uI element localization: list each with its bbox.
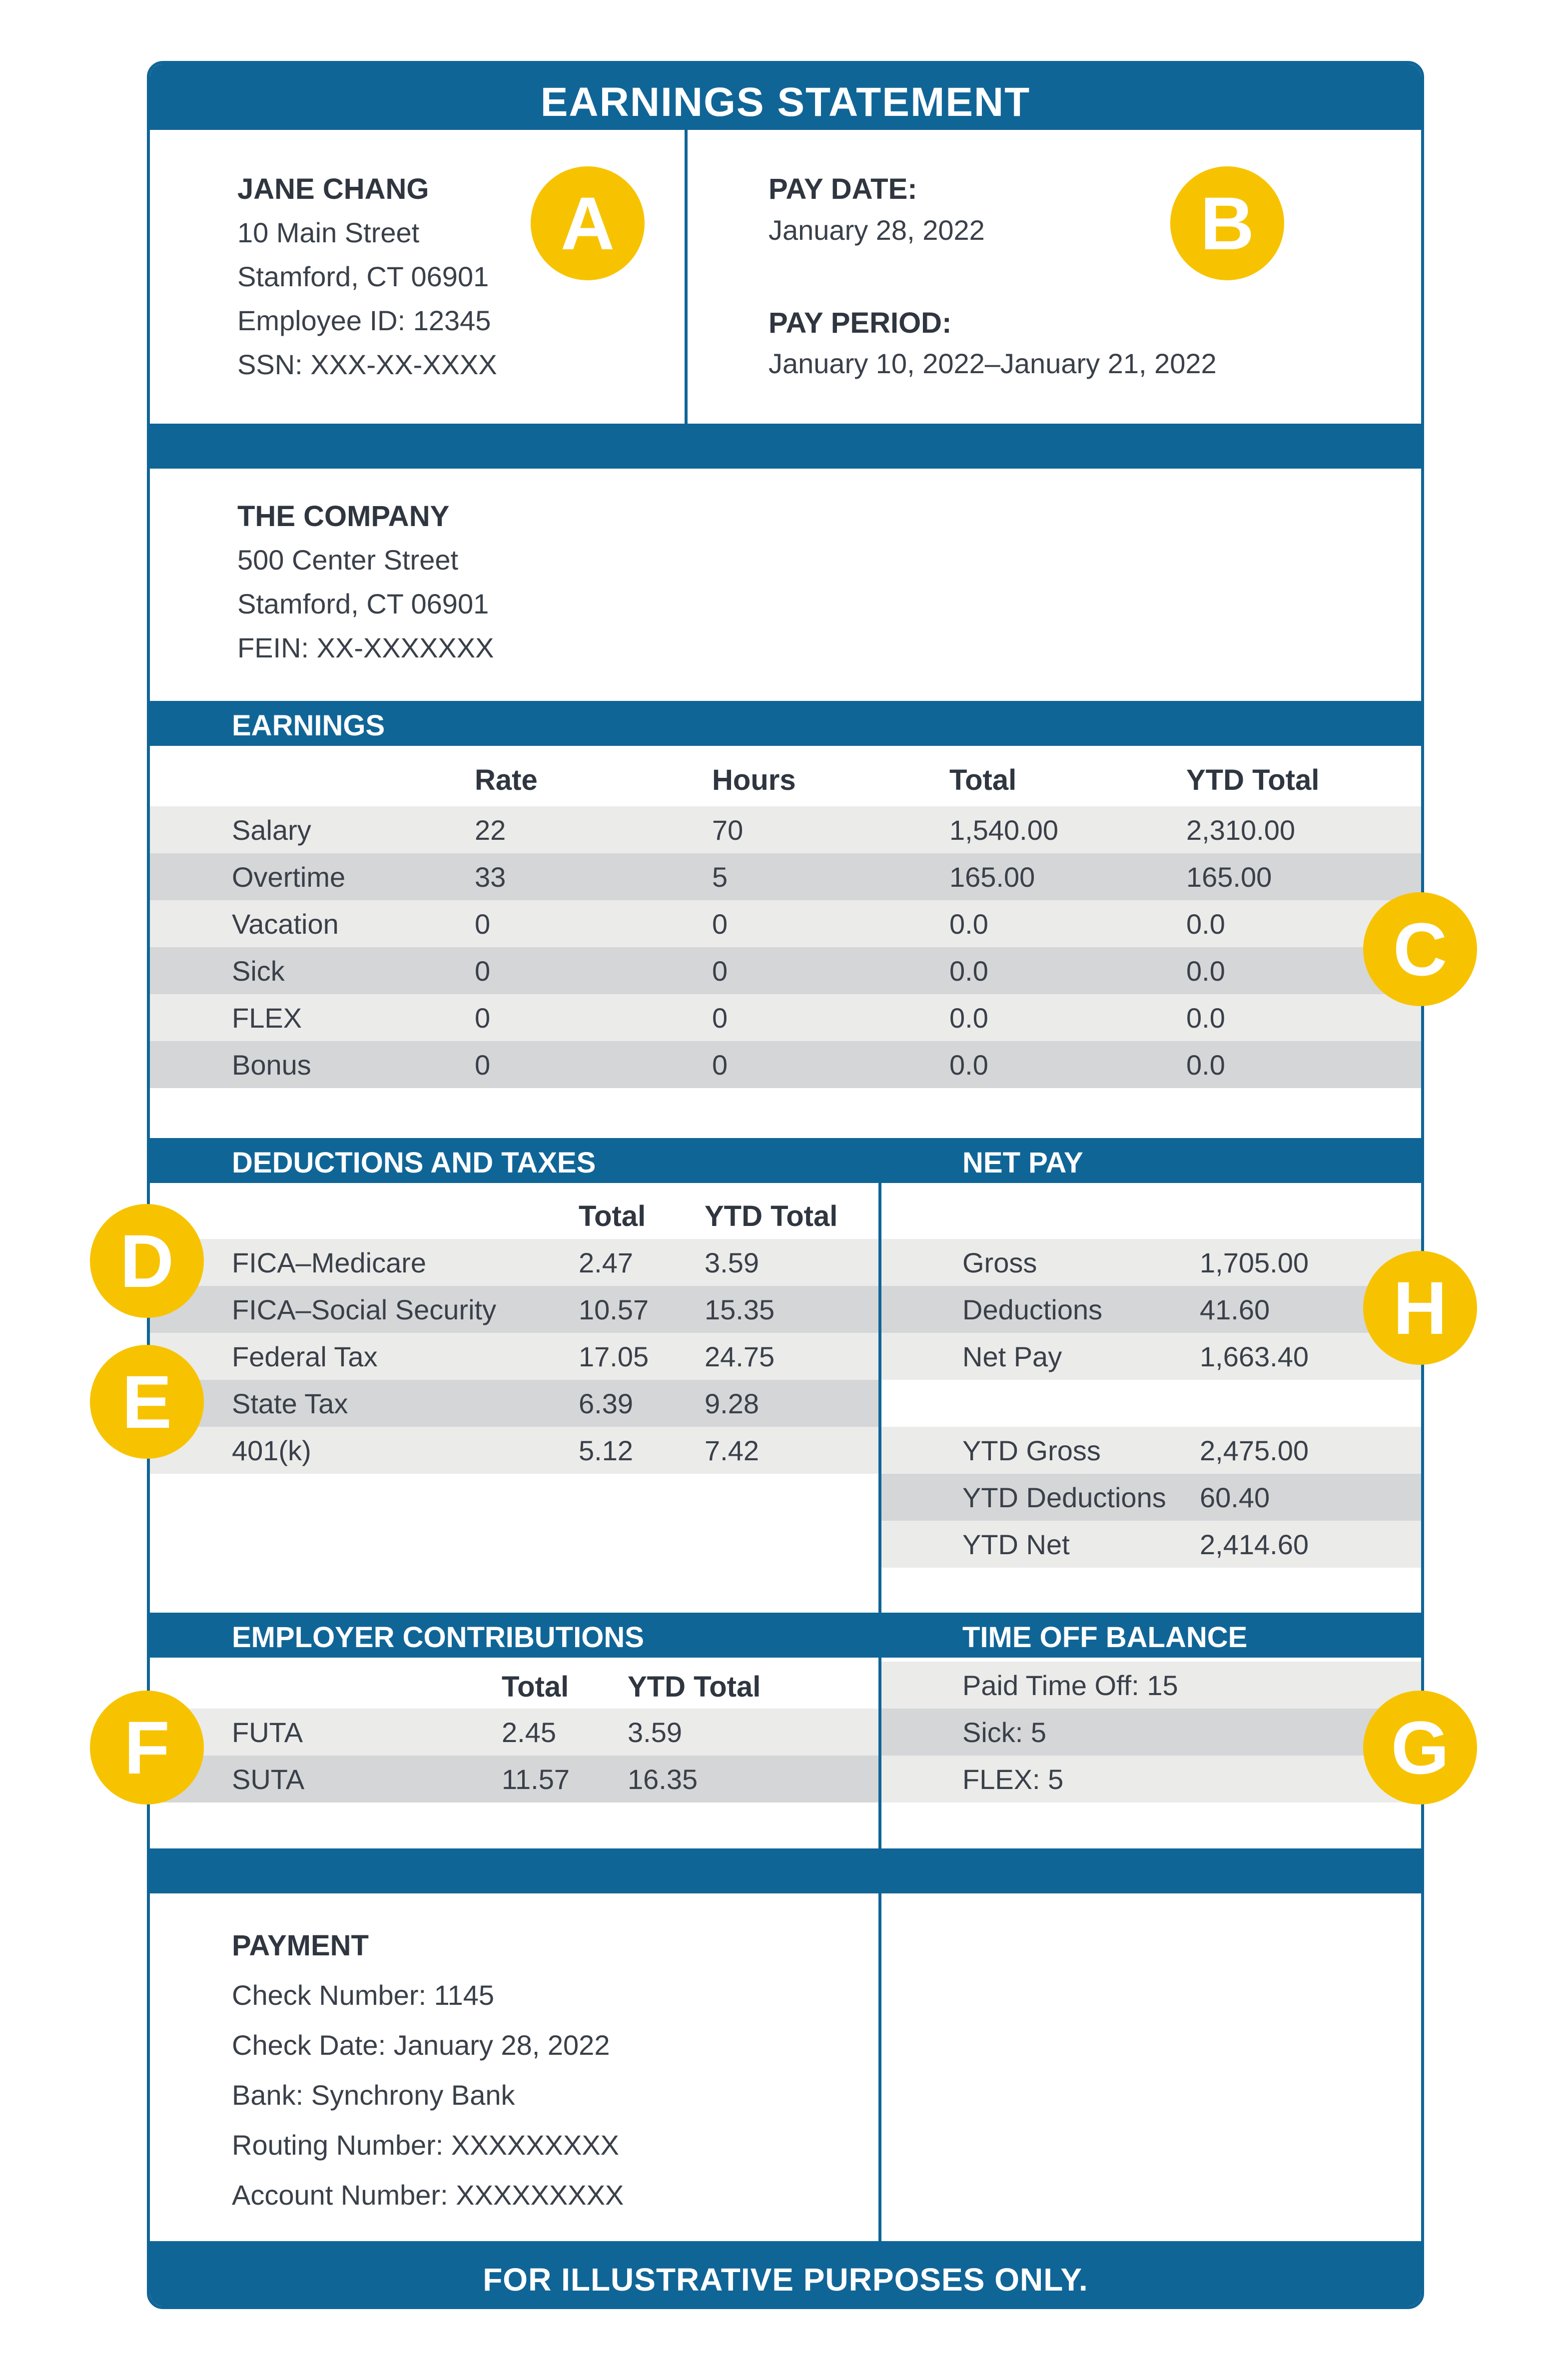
employer-ytd: 3.59: [628, 1717, 682, 1748]
deductions-title: DEDUCTIONS AND TAXES: [232, 1147, 596, 1179]
table-row: [881, 1709, 1421, 1756]
netpay-value: 60.40: [1200, 1482, 1270, 1513]
earnings-col-header: Rate: [475, 764, 538, 796]
deduction-ytd: 24.75: [705, 1341, 775, 1372]
table-row: [150, 1333, 878, 1380]
table-row: [881, 1427, 1421, 1474]
table-row: [150, 1427, 878, 1474]
earnings-ytd: 0.0: [1186, 955, 1225, 987]
deduction-ytd: 15.35: [705, 1294, 775, 1325]
netpay-label: YTD Gross: [962, 1435, 1101, 1466]
earnings-ytd: 0.0: [1186, 1049, 1225, 1081]
deduction-ytd: 9.28: [705, 1388, 759, 1419]
employee-id: Employee ID: 12345: [237, 305, 491, 336]
employee-city: Stamford, CT 06901: [237, 261, 489, 292]
earnings-rate: 0: [475, 908, 491, 940]
employer-title: EMPLOYER CONTRIBUTIONS: [232, 1621, 644, 1654]
callout-badge-h: H: [1363, 1251, 1477, 1365]
earnings-hours: 0: [712, 955, 728, 987]
callout-badge-f: F: [90, 1691, 204, 1804]
deduction-total: 17.05: [579, 1341, 649, 1372]
employer-label: SUTA: [232, 1764, 305, 1795]
bank-name: Bank: Synchrony Bank: [232, 2079, 515, 2111]
statement-title: EARNINGS STATEMENT: [540, 79, 1031, 125]
pay-date-value: January 28, 2022: [769, 214, 985, 246]
deduction-ytd: 3.59: [705, 1247, 759, 1278]
time-off-item: Sick: 5: [962, 1717, 1047, 1748]
employer-col-header: YTD Total: [628, 1671, 761, 1703]
earnings-total: 0.0: [949, 1049, 988, 1081]
routing-number: Routing Number: XXXXXXXXX: [232, 2129, 620, 2161]
earnings-col-header: Hours: [712, 764, 796, 796]
company-street: 500 Center Street: [237, 544, 459, 576]
footer-band: [150, 2241, 1421, 2309]
earnings-hours: 0: [712, 1049, 728, 1081]
earnings-label: Sick: [232, 955, 285, 987]
earnings-statement-card: [147, 61, 1424, 2309]
check-number: Check Number: 1145: [232, 1979, 494, 2011]
callout-badge-b: B: [1170, 166, 1284, 280]
deductions-netpay-band: [150, 1138, 1421, 1183]
net-pay-title: NET PAY: [962, 1147, 1083, 1179]
deduction-total: 6.39: [579, 1388, 633, 1419]
employer-ytd: 16.35: [628, 1764, 698, 1795]
deduction-label: Federal Tax: [232, 1341, 378, 1372]
earnings-total: 0.0: [949, 908, 988, 940]
table-row: [150, 1709, 878, 1756]
employer-total: 2.45: [502, 1717, 556, 1748]
table-row: [150, 900, 1421, 947]
table-row: [881, 1662, 1421, 1709]
time-off-item: FLEX: 5: [962, 1764, 1064, 1795]
netpay-value: 1,705.00: [1200, 1247, 1309, 1278]
table-row: [150, 1756, 878, 1802]
earnings-rate: 0: [475, 1002, 491, 1034]
table-row: [150, 806, 1421, 853]
company-fein: FEIN: XX-XXXXXXX: [237, 632, 494, 663]
netpay-label: YTD Deductions: [962, 1482, 1166, 1513]
employee-name: JANE CHANG: [237, 173, 429, 205]
header-band: [150, 64, 1421, 130]
earnings-label: Overtime: [232, 861, 346, 893]
earnings-ytd: 165.00: [1186, 861, 1272, 893]
deduction-total: 2.47: [579, 1247, 633, 1278]
earnings-total: 165.00: [949, 861, 1035, 893]
netpay-value: 1,663.40: [1200, 1341, 1309, 1372]
earnings-ytd: 0.0: [1186, 1002, 1225, 1034]
deductions-col-header: Total: [579, 1200, 646, 1232]
earnings-label: Bonus: [232, 1049, 311, 1081]
employee-street: 10 Main Street: [237, 217, 420, 248]
table-row: [150, 1380, 878, 1427]
pay-period-value: January 10, 2022–January 21, 2022: [769, 348, 1217, 379]
table-row: [881, 1756, 1421, 1802]
deduction-label: 401(k): [232, 1435, 311, 1466]
earnings-ytd: 2,310.00: [1186, 814, 1295, 846]
callout-badge-c: C: [1363, 892, 1477, 1006]
earnings-label: Salary: [232, 814, 311, 846]
table-row: [150, 947, 1421, 994]
callout-badge-a: A: [531, 166, 645, 280]
company-city: Stamford, CT 06901: [237, 588, 489, 619]
earnings-rate: 22: [475, 814, 506, 846]
employer-total: 11.57: [502, 1764, 570, 1795]
section-separator-band: [150, 424, 1421, 469]
table-row: [150, 1041, 1421, 1088]
pay-date-label: PAY DATE:: [769, 173, 917, 205]
table-row: [150, 1239, 878, 1286]
table-row: [881, 1521, 1421, 1568]
callout-badge-g: G: [1363, 1691, 1477, 1804]
table-row: [881, 1239, 1421, 1286]
deduction-ytd: 7.42: [705, 1435, 759, 1466]
netpay-label: YTD Net: [962, 1529, 1070, 1560]
table-row: [881, 1286, 1421, 1333]
earnings-rate: 0: [475, 1049, 491, 1081]
payment-band: [150, 1848, 1421, 1893]
earnings-hours: 0: [712, 908, 728, 940]
earnings-total: 0.0: [949, 955, 988, 987]
earnings-total: 1,540.00: [949, 814, 1058, 846]
earnings-hours: 0: [712, 1002, 728, 1034]
deduction-label: State Tax: [232, 1388, 348, 1419]
netpay-value: 2,414.60: [1200, 1529, 1309, 1560]
callout-badge-d: D: [90, 1204, 204, 1318]
earnings-ytd: 0.0: [1186, 908, 1225, 940]
table-row: [150, 994, 1421, 1041]
account-number: Account Number: XXXXXXXXX: [232, 2179, 624, 2211]
earnings-rate: 0: [475, 955, 491, 987]
payment-divider: [878, 1893, 881, 2243]
netpay-label: Gross: [962, 1247, 1037, 1278]
deductions-col-header: YTD Total: [705, 1200, 838, 1232]
top-divider: [685, 130, 688, 424]
netpay-value: 2,475.00: [1200, 1435, 1309, 1466]
deduction-label: FICA–Medicare: [232, 1247, 427, 1278]
employer-timeoff-band: [150, 1613, 1421, 1658]
callout-badge-e: E: [90, 1345, 204, 1459]
check-date: Check Date: January 28, 2022: [232, 2029, 610, 2061]
earnings-col-header: YTD Total: [1186, 764, 1320, 796]
earnings-label: Vacation: [232, 908, 339, 940]
time-off-item: Paid Time Off: 15: [962, 1670, 1178, 1701]
employer-col-header: Total: [502, 1671, 569, 1703]
company-name: THE COMPANY: [237, 500, 450, 533]
employer-label: FUTA: [232, 1717, 303, 1748]
earnings-title: EARNINGS: [232, 709, 385, 742]
deduction-total: 5.12: [579, 1435, 633, 1466]
earnings-total: 0.0: [949, 1002, 988, 1034]
deduction-total: 10.57: [579, 1294, 649, 1325]
payment-title: PAYMENT: [232, 1929, 369, 1962]
table-row: [150, 853, 1421, 900]
netpay-label: Deductions: [962, 1294, 1103, 1325]
netpay-value: 41.60: [1200, 1294, 1270, 1325]
earnings-col-header: Total: [949, 764, 1017, 796]
table-row: [881, 1333, 1421, 1380]
earnings-hours: 5: [712, 861, 728, 893]
table-row: [881, 1474, 1421, 1521]
employee-ssn: SSN: XXX-XX-XXXX: [237, 349, 497, 380]
table-row: [150, 1286, 878, 1333]
earnings-hours: 70: [712, 814, 744, 846]
netpay-label: Net Pay: [962, 1341, 1062, 1372]
deduction-label: FICA–Social Security: [232, 1294, 497, 1325]
earnings-band: [150, 701, 1421, 746]
earnings-label: FLEX: [232, 1002, 302, 1034]
footer-text: FOR ILLUSTRATIVE PURPOSES ONLY.: [483, 2262, 1088, 2298]
pay-period-label: PAY PERIOD:: [769, 307, 952, 339]
time-off-title: TIME OFF BALANCE: [962, 1621, 1248, 1654]
earnings-rate: 33: [475, 861, 506, 893]
